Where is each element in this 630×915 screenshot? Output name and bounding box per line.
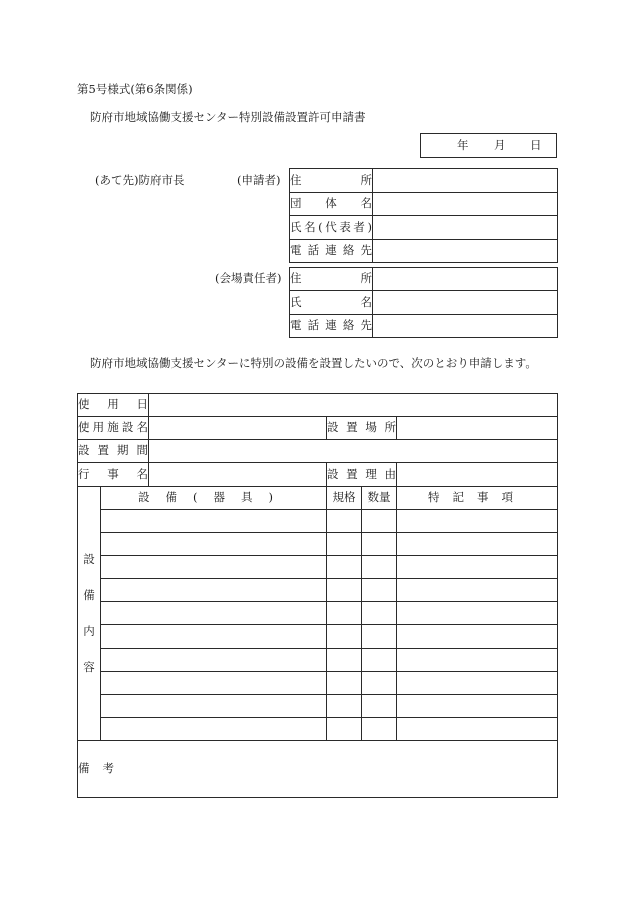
facility-name-label-cell — [78, 417, 149, 440]
equipment-cell — [101, 579, 327, 602]
quantity-cell — [362, 671, 397, 694]
equipment-row — [78, 510, 558, 533]
applicant-address-label-cell — [290, 169, 373, 193]
quantity-cell — [362, 717, 397, 740]
quantity-cell — [362, 533, 397, 556]
applicant-representative-label-cell — [290, 216, 373, 240]
venue-name-label-cell — [290, 291, 373, 314]
notes-cell — [397, 625, 558, 648]
equipment-header: 設備(器具) — [101, 487, 327, 510]
applicant-heading: (申請者) — [237, 173, 281, 187]
applicant-organization-label-cell — [290, 192, 373, 216]
installation-place-label: 設置場所 — [327, 420, 396, 435]
event-name-label-cell — [78, 463, 149, 487]
installation-place-value — [397, 417, 558, 440]
spec-cell — [327, 717, 362, 740]
installation-reason-label: 設置理由 — [327, 466, 396, 481]
equipment-cell — [101, 533, 327, 556]
spec-cell — [327, 648, 362, 671]
venue-manager-table — [289, 267, 558, 338]
quantity-header: 数量 — [362, 487, 397, 510]
quantity-cell — [362, 625, 397, 648]
venue-address-value — [373, 268, 558, 291]
date-box — [420, 133, 557, 158]
notes-cell — [397, 579, 558, 602]
equipment-row — [78, 671, 558, 694]
applicant-phone-label: 電話連絡先 — [290, 243, 372, 257]
equipment-section-char: 備 — [83, 587, 95, 602]
addressee: (あて先)防府市長 — [95, 173, 185, 187]
equipment-cell — [101, 510, 327, 533]
venue-manager-heading: (会場責任者) — [215, 271, 282, 285]
applicant-address-label: 住所 — [290, 172, 372, 187]
notes-cell — [397, 533, 558, 556]
spec-cell — [327, 694, 362, 717]
remarks-label: 備考 — [78, 761, 127, 776]
notes-cell — [397, 717, 558, 740]
use-date-label: 使用日 — [78, 397, 148, 412]
event-name-value — [149, 463, 327, 487]
quantity-cell — [362, 556, 397, 579]
spec-cell — [327, 671, 362, 694]
spec-header: 規格 — [327, 487, 362, 510]
spec-cell — [327, 556, 362, 579]
date-year-label: 年 — [457, 138, 469, 152]
application-statement: 防府市地域協働支援センターに特別の設備を設置したいので、次のとおり申請します。 — [90, 356, 537, 370]
equipment-cell — [101, 694, 327, 717]
installation-place-label-cell — [327, 417, 397, 440]
venue-phone-value — [373, 314, 558, 337]
equipment-row — [78, 717, 558, 740]
date-month-label: 月 — [494, 138, 506, 152]
applicant-representative-label: 氏名(代表者) — [290, 219, 372, 234]
spec-cell — [327, 579, 362, 602]
applicant-phone-label-cell — [290, 239, 373, 263]
applicant-address-value — [373, 169, 558, 193]
equipment-row — [78, 556, 558, 579]
quantity-cell — [362, 579, 397, 602]
application-table — [77, 393, 558, 798]
quantity-cell — [362, 694, 397, 717]
equipment-row — [78, 602, 558, 625]
venue-name-label: 氏名 — [290, 294, 372, 309]
notes-cell — [397, 510, 558, 533]
equipment-row — [78, 648, 558, 671]
quantity-cell — [362, 510, 397, 533]
equipment-cell — [101, 717, 327, 740]
use-date-label-cell — [78, 394, 149, 417]
equipment-section-char: 設 — [83, 551, 95, 566]
notes-cell — [397, 671, 558, 694]
equipment-cell — [101, 648, 327, 671]
notes-cell — [397, 602, 558, 625]
spec-cell — [327, 510, 362, 533]
venue-phone-label-cell — [290, 314, 373, 337]
spec-cell — [327, 533, 362, 556]
applicant-organization-value — [373, 192, 558, 216]
quantity-cell — [362, 602, 397, 625]
spec-cell — [327, 625, 362, 648]
spec-cell — [327, 602, 362, 625]
venue-address-label: 住所 — [290, 271, 372, 286]
notes-cell — [397, 556, 558, 579]
equipment-cell — [101, 671, 327, 694]
facility-name-label: 使用施設名 — [78, 420, 148, 435]
use-date-value — [149, 394, 558, 417]
equipment-cell — [101, 556, 327, 579]
equipment-section-char: 容 — [83, 659, 95, 674]
venue-name-value — [373, 291, 558, 314]
installation-period-value — [149, 440, 558, 463]
equipment-section-label-cell — [78, 487, 101, 741]
equipment-row — [78, 694, 558, 717]
equipment-section-char: 内 — [83, 623, 95, 638]
installation-period-label-cell — [78, 440, 149, 463]
equipment-cell — [101, 625, 327, 648]
quantity-cell — [362, 648, 397, 671]
notes-cell — [397, 694, 558, 717]
installation-reason-value — [397, 463, 558, 487]
applicant-representative-value — [373, 216, 558, 240]
applicant-organization-label: 団体名 — [290, 196, 372, 210]
form-number: 第5号様式(第6条関係) — [77, 82, 193, 96]
applicant-table — [289, 168, 558, 263]
notes-header: 特記事項 — [397, 487, 558, 510]
venue-phone-label: 電話連絡先 — [290, 317, 372, 332]
remarks-cell — [78, 740, 558, 797]
equipment-section-label — [78, 551, 100, 674]
notes-cell — [397, 648, 558, 671]
equipment-row — [78, 533, 558, 556]
equipment-cell — [101, 602, 327, 625]
installation-period-label: 設置期間 — [78, 443, 148, 458]
equipment-row — [78, 579, 558, 602]
equipment-row — [78, 625, 558, 648]
form-title: 防府市地域協働支援センター特別設備設置許可申請書 — [90, 110, 366, 124]
venue-address-label-cell — [290, 268, 373, 291]
installation-reason-label-cell — [327, 463, 397, 487]
facility-name-value — [149, 417, 327, 440]
applicant-phone-value — [373, 239, 558, 263]
event-name-label: 行事名 — [78, 466, 148, 481]
date-day-label: 日 — [530, 138, 542, 152]
